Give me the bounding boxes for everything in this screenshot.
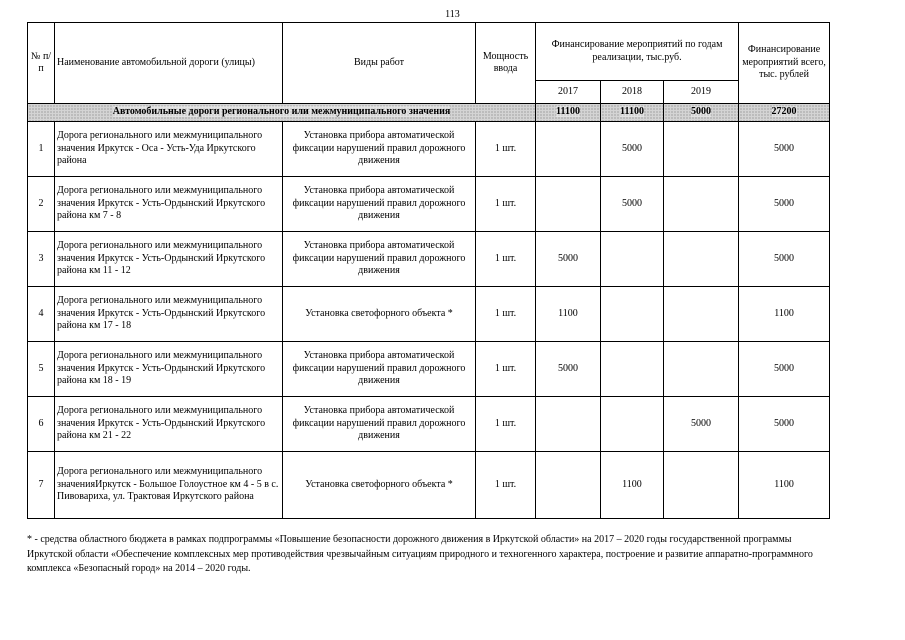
row-2018: 5000 — [601, 177, 664, 232]
row-total: 5000 — [739, 232, 830, 287]
section-row — [28, 104, 830, 122]
header-year-2018: 2018 — [601, 81, 664, 104]
row-capacity: 1 шт. — [476, 342, 536, 397]
table-row — [28, 177, 830, 232]
row-2019 — [664, 342, 739, 397]
row-road-name: Дорога регионального или межмуниципального значения Иркутск - Усть-Ордынский Иркутского района км 11 - 12 — [55, 232, 283, 287]
row-work-type: Установка светофорного объекта * — [283, 287, 476, 342]
row-2019 — [664, 122, 739, 177]
row-work-type: Установка прибора автоматической фиксации нарушений правил дорожного движения — [283, 177, 476, 232]
table-row — [28, 122, 830, 177]
table-row — [28, 287, 830, 342]
financing-table — [27, 22, 830, 519]
row-2017: 5000 — [536, 232, 601, 287]
row-capacity: 1 шт. — [476, 287, 536, 342]
header-capacity: Мощность ввода — [476, 23, 536, 104]
row-2017 — [536, 452, 601, 519]
header-year-2017: 2017 — [536, 81, 601, 104]
table-row — [28, 397, 830, 452]
row-2019 — [664, 232, 739, 287]
row-num: 3 — [28, 232, 55, 287]
row-total: 1100 — [739, 287, 830, 342]
row-2018 — [601, 232, 664, 287]
row-total: 5000 — [739, 342, 830, 397]
row-total: 5000 — [739, 122, 830, 177]
row-num: 6 — [28, 397, 55, 452]
row-capacity: 1 шт. — [476, 397, 536, 452]
header-road-name: Наименование автомобильной дороги (улицы) — [55, 23, 283, 104]
row-2018 — [601, 287, 664, 342]
row-total: 5000 — [739, 177, 830, 232]
section-title: Автомобильные дороги регионального или межмуниципального значения — [28, 104, 536, 122]
footnote: * - средства областного бюджета в рамках подпрограммы «Повышение безопасности дорожного движения в Иркутской области» на 2017 – 2020 годы государственной программы Иркутской области «Обеспечение комплексных мер противодействия чрезвычайным ситуациям природного и техногенного характера, построение и развитие аппаратно-программного комплекса «Безопасный город» на 2014 – 2020 годы. — [27, 534, 813, 574]
row-2017: 5000 — [536, 342, 601, 397]
row-2017 — [536, 177, 601, 232]
row-2018 — [601, 397, 664, 452]
row-road-name: Дорога регионального или межмуниципального значения Иркутск - Усть-Ордынский Иркутского района км 21 - 22 — [55, 397, 283, 452]
row-2019 — [664, 287, 739, 342]
section-2017: 11100 — [536, 104, 601, 122]
row-2017 — [536, 122, 601, 177]
row-2018: 5000 — [601, 122, 664, 177]
row-work-type: Установка прибора автоматической фиксации нарушений правил дорожного движения — [283, 122, 476, 177]
row-2019 — [664, 177, 739, 232]
row-capacity: 1 шт. — [476, 177, 536, 232]
row-work-type: Установка прибора автоматической фиксации нарушений правил дорожного движения — [283, 397, 476, 452]
page-number: 113 — [445, 9, 460, 20]
row-2019 — [664, 452, 739, 519]
row-work-type: Установка светофорного объекта * — [283, 452, 476, 519]
header-financing-by-year: Финансирование мероприятий по годам реализации, тыс.руб. — [536, 23, 739, 81]
row-capacity: 1 шт. — [476, 232, 536, 287]
row-total: 1100 — [739, 452, 830, 519]
row-road-name: Дорога регионального или межмуниципального значения Иркутск - Усть-Ордынский Иркутского района км 7 - 8 — [55, 177, 283, 232]
row-num: 5 — [28, 342, 55, 397]
row-capacity: 1 шт. — [476, 452, 536, 519]
row-2017: 1100 — [536, 287, 601, 342]
row-road-name: Дорога регионального или межмуниципального значения Иркутск - Усть-Ордынский Иркутского района км 18 - 19 — [55, 342, 283, 397]
row-num: 2 — [28, 177, 55, 232]
row-num: 4 — [28, 287, 55, 342]
row-2019: 5000 — [664, 397, 739, 452]
table-row — [28, 232, 830, 287]
row-road-name: Дорога регионального или межмуниципального значенияИркутск - Большое Голоустное км 4 - 5 в с. Пивовариха, ул. Трактовая Иркутского района — [55, 452, 283, 519]
section-total: 27200 — [739, 104, 830, 122]
header-work-type: Виды работ — [283, 23, 476, 104]
row-2018: 1100 — [601, 452, 664, 519]
section-2019: 5000 — [664, 104, 739, 122]
row-num: 1 — [28, 122, 55, 177]
section-2018: 11100 — [601, 104, 664, 122]
row-road-name: Дорога регионального или межмуниципального значения Иркутск - Усть-Ордынский Иркутского района км 17 - 18 — [55, 287, 283, 342]
row-work-type: Установка прибора автоматической фиксации нарушений правил дорожного движения — [283, 342, 476, 397]
row-total: 5000 — [739, 397, 830, 452]
table-row — [28, 452, 830, 519]
row-work-type: Установка прибора автоматической фиксации нарушений правил дорожного движения — [283, 232, 476, 287]
row-num: 7 — [28, 452, 55, 519]
table-row — [28, 342, 830, 397]
header-year-2019: 2019 — [664, 81, 739, 104]
header-financing-total: Финансирование мероприятий всего, тыс. рублей — [739, 23, 830, 104]
row-capacity: 1 шт. — [476, 122, 536, 177]
header-num: № п/п — [28, 23, 55, 104]
row-road-name: Дорога регионального или межмуниципального значения Иркутск - Оса - Усть-Уда Иркутского района — [55, 122, 283, 177]
row-2017 — [536, 397, 601, 452]
row-2018 — [601, 342, 664, 397]
